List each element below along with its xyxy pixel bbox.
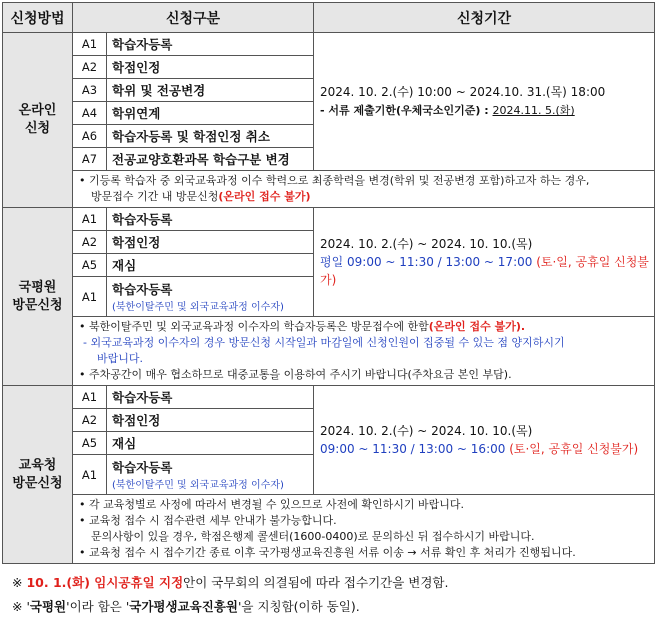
item-code: A6 (73, 125, 107, 148)
nile-period: 2024. 10. 2.(수) ~ 2024. 10. 10.(목) 평일 09:00 ~ 11:30 / 13:00 ~ 17:00 (토·일, 공휴일 신청불가) (314, 208, 655, 317)
item-label: 전공교양호환과목 학습구분 변경 (107, 148, 314, 171)
item-code: A2 (73, 409, 107, 432)
item-label: 재심 (107, 432, 314, 455)
online-period (314, 33, 655, 171)
item-label: 학습자등록 (북한이탈주민 및 외국교육과정 이수자) (107, 277, 314, 317)
item-code: A5 (73, 432, 107, 455)
item-code: A3 (73, 79, 107, 102)
table-row (3, 171, 655, 208)
method-online: 온라인 신청 (3, 33, 73, 208)
item-label: 학습자등록 (107, 208, 314, 231)
item-label: 학위 및 전공변경 (107, 79, 314, 102)
header-method: 신청방법 (3, 3, 73, 33)
application-table (2, 2, 655, 564)
item-code: A2 (73, 231, 107, 254)
item-code: A4 (73, 102, 107, 125)
item-label: 학점인정 (107, 231, 314, 254)
online-period-text: 2024. 10. 2.(수) 10:00 ~ 2024.10. 31.(목) 18:00 (320, 85, 606, 99)
method-nile: 국평원 방문신청 (3, 208, 73, 386)
nile-note: • 북한이탈주민 및 외국교육과정 이수자의 학습자등록은 방문접수에 한함(온라인 접수 불가). - 외국교육과정 이수자의 경우 방문신청 시작일과 마감일에 신청인원이 집중될 수 있는 점 양지하시기 바랍니다. • 주차공간이 매우 협소하므로 대중교통을 이용하여 주시기 바랍니다(주차요금 본인 부담). (73, 317, 655, 386)
application-table-container (2, 2, 654, 564)
table-row (3, 317, 655, 386)
header-period: 신청기간 (314, 3, 655, 33)
item-sublabel: (북한이탈주민 및 외국교육과정 이수자) (112, 480, 284, 491)
online-deadline: - 서류 제출기한(우체국소인기준) : 2024.11. 5.(화) (320, 104, 575, 117)
item-code: A1 (73, 455, 107, 495)
edu-period: 2024. 10. 2.(수) ~ 2024. 10. 10.(목) 09:00 ~ 11:30 / 13:00 ~ 16:00 (토·일, 공휴일 신청불가) (314, 386, 655, 495)
item-code: A1 (73, 208, 107, 231)
item-code: A1 (73, 386, 107, 409)
table-row (3, 495, 655, 564)
method-edu: 교육청 방문신청 (3, 386, 73, 564)
item-label: 학습자등록 (북한이탈주민 및 외국교육과정 이수자) (107, 455, 314, 495)
edu-note: • 각 교육청별로 사정에 따라서 변경될 수 있으므로 사전에 확인하시기 바랍니다. • 교육청 접수 시 접수관련 세부 안내가 불가능합니다. 문의사항이 있을 경우, 학점은행제 콜센터(1600-0400)로 문의하신 뒤 접수하시기 바랍니다. • 교육청 접수 시 접수기간 종료 이후 국가평생교육진흥원 서류 이송 → 서류 확인 후 처리가 진행됩니다. (73, 495, 655, 564)
item-code: A7 (73, 148, 107, 171)
item-code: A1 (73, 33, 107, 56)
item-label: 학점인정 (107, 56, 314, 79)
table-header-row (3, 3, 655, 33)
item-label: 학습자등록 (107, 33, 314, 56)
header-category: 신청구분 (73, 3, 314, 33)
item-label: 학위연계 (107, 102, 314, 125)
item-sublabel: (북한이탈주민 및 외국교육과정 이수자) (112, 302, 284, 313)
item-code: A2 (73, 56, 107, 79)
item-label: 재심 (107, 254, 314, 277)
item-label: 학습자등록 및 학점인정 취소 (107, 125, 314, 148)
item-label: 학점인정 (107, 409, 314, 432)
table-row (3, 386, 655, 409)
online-note: • 기등록 학습자 중 외국교육과정 이수 학력으로 최종학력을 변경(학위 및 전공변경 포함)하고자 하는 경우, 방문접수 기간 내 방문신청(온라인 접수 불가) (73, 171, 655, 208)
item-label: 학습자등록 (107, 386, 314, 409)
table-row (3, 208, 655, 231)
footnote-definition: ※ '국평원'이라 함은 '국가평생교육진흥원'을 지칭함(이하 동일). (12, 599, 360, 614)
online-deadline-date: 2024.11. 5.(화) (492, 104, 575, 117)
item-code: A5 (73, 254, 107, 277)
footnote-holiday: ※ 10. 1.(화) 임시공휴일 지정안이 국무회의 의결됨에 따라 접수기간을 변경함. (12, 575, 449, 590)
item-code: A1 (73, 277, 107, 317)
table-row (3, 33, 655, 56)
